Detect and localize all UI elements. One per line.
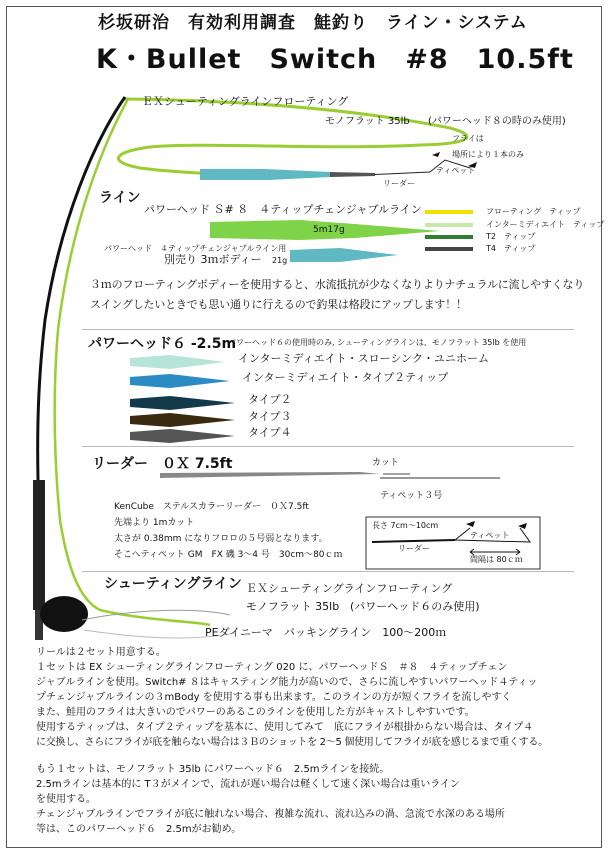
ph6-note: パワーヘッド６の使用時のみ, シューティングラインは、モノフラット 35lb を使用: [228, 338, 527, 347]
rig-leader-label: リーダー: [398, 544, 430, 553]
ph6-head-3: [130, 396, 235, 410]
head-mass: 5m17g: [313, 225, 345, 235]
note-line-1: リールは２セット用意する。: [36, 647, 166, 658]
ph6-item-5: タイプ４: [248, 426, 292, 439]
body-3m: [290, 248, 398, 262]
rod-grip: [33, 480, 45, 610]
leader-detail-4: そこへティペット GM FX 磯 3～4 号 30cm～80ｃｍ: [114, 550, 343, 560]
ph6-head-2: [130, 374, 230, 388]
rig-fly-2: [518, 523, 527, 529]
floating-head: [200, 169, 268, 180]
note-line-2: １セットは EX シューティングラインフローティング 020 に、パワーヘッドＳ ＃８ ４ティップチェン: [36, 662, 508, 673]
note-line-12: チェンジャブルラインでフライが底に触れない場合、複雑な流れ、流れ込みの渦、急流で水深のある場所: [36, 809, 505, 820]
note-line-7: に交換し、さらにフライが底を触らない場合は３Ｂのショットを 2～5 個使用してフライが底を感じるまで重くする。: [36, 737, 548, 748]
shooting-line-2: モノフラット 35lb: [246, 600, 340, 613]
shooting-line-2-note: (パワーヘッド６のみ使用): [350, 600, 480, 613]
separate-mass: 21g: [272, 256, 288, 265]
rig-fly-1: [466, 521, 475, 527]
tip-label-t4: T4 ティップ: [486, 244, 536, 253]
floating-head-taper: [265, 169, 330, 180]
divider-2: [82, 446, 574, 447]
shooting-line-1: ＥＸシューティングラインフローティング: [246, 582, 453, 595]
fly-note-1: フライは: [452, 134, 484, 143]
powerhead-label: パワーヘッド Ｓ# ８ ４ティップチェンジャブルライン: [144, 203, 422, 216]
leader-top-label: リーダー: [383, 179, 415, 188]
tip-floating: [425, 210, 473, 214]
tip-label-floating: フローティング ティップ: [486, 207, 581, 216]
ph6-item-4: タイプ３: [248, 410, 292, 423]
fly-note-2: 場所により１本のみ: [452, 150, 524, 159]
title-line-1: 杉坂研治 有効利用調査 鮭釣り ライン・システム: [98, 13, 528, 33]
leader-line: [375, 172, 430, 175]
tip-label-t2: T2 ティップ: [486, 232, 536, 241]
leader-detail-1: KenCube ステルスカラーリーダー ０Ｘ7.5ft: [114, 502, 309, 512]
ex-shooting-line-loop: [118, 99, 466, 174]
fly-icon-1: [432, 152, 440, 157]
tip-t2: [425, 235, 473, 239]
note-line-3: ジャブルラインを使用。Switch# ８はキャスティング能力が高いので、さらに流しやすいパワーヘッド４ティッ: [36, 677, 538, 688]
tip-t4: [425, 247, 473, 251]
description-line-2: スイングしたいときでも思い通りに行えるので釣果は格段にアップします！！: [90, 298, 467, 311]
backing-label: PEダイニーマ バッキングライン 100～200ｍ: [205, 626, 447, 639]
mono-note: (パワーヘッド８の時のみ使用): [428, 116, 566, 127]
ph6-heading: パワーヘッド６ -2.5m: [88, 336, 237, 352]
separate-label-1: パワーヘッド ４ティップチェンジャブルライン用: [104, 244, 287, 253]
note-line-4: プチェンジャブルラインの３mBody を使用する事も出来ます。このラインの方が短くフライを流しやすく: [36, 692, 512, 703]
title-line-2: K・Bullet Switch #8 10.5ft: [96, 44, 574, 75]
separate-label-2: 別売り 3ｍボディー: [164, 253, 262, 266]
ph6-head-1: [130, 355, 225, 369]
leader-taper: [160, 472, 380, 478]
note-line-6: 使用するティップは、タイプ２ティップを基本に、使用してみて 底にフライが根掛からない場合は、タイプ４: [36, 722, 534, 733]
note-line-13: 等は、このパワーヘッド６ 2.5mがお勧め。: [36, 824, 242, 835]
shooting-heading: シューティングライン: [104, 576, 242, 592]
ph6-item-3: タイプ２: [248, 393, 292, 406]
leader-detail-3: 太さが 0.38mm になりフロロの５号弱となります。: [114, 534, 328, 544]
rig-length-label: 長さ 7cm～10cm: [372, 521, 439, 530]
ph6-head-4: [130, 413, 235, 427]
leader-cut-label: カット: [372, 458, 399, 468]
leader-detail-2: 先端より 1mカット: [114, 518, 195, 528]
tip-intermediate: [425, 223, 473, 227]
note-line-11: を使用する。: [36, 794, 96, 805]
line-heading: ライン: [99, 190, 141, 206]
divider-1: [82, 329, 574, 330]
note-line-10: 2.5mラインは基本的に T３がメインで、流れが遅い場合は軽くして速く深い場合は重いライン: [36, 779, 460, 790]
note-line-5: また、鮭用のフライは大きいのでパワーのあるこのラインを使用した方がキャストしやすいです。: [36, 707, 475, 718]
note-line-9: もう１セットは、モノフラット 35lb にパワーヘッド６ 2.5mラインを接続。: [36, 764, 390, 775]
sinking-tip: [330, 172, 375, 177]
tippet-no-label: ティペット３号: [380, 491, 443, 501]
ex-line-label: ＥＸシューティングラインフローティング: [142, 95, 349, 108]
ph6-head-5: [130, 429, 235, 443]
tip-label-intermediate: インターミディエイト ティップ: [486, 220, 605, 229]
rig-leader: [372, 540, 455, 542]
mono-label: モノフラット 35lb: [325, 116, 410, 127]
ph6-item-1: インターミディエイト・スローシンク・ユニホーム: [238, 352, 489, 365]
ph6-item-2: インターミディエイト・タイプ２ティップ: [242, 371, 449, 384]
divider-3: [82, 571, 574, 572]
tippet-top-label: ティペット: [436, 166, 476, 175]
rig-gap-label: 間隔は 80ｃｍ: [470, 555, 523, 564]
reel: [40, 596, 88, 632]
leader-heading: リーダー ０Ｘ 7.5ft: [92, 456, 233, 472]
rig-tippet-label: ティペット: [470, 531, 510, 540]
description-line-1: ３ｍのフローティングボディーを使用すると、水流抵抗が少なくなりよりナチュラルに流しやすくなり: [90, 278, 585, 291]
